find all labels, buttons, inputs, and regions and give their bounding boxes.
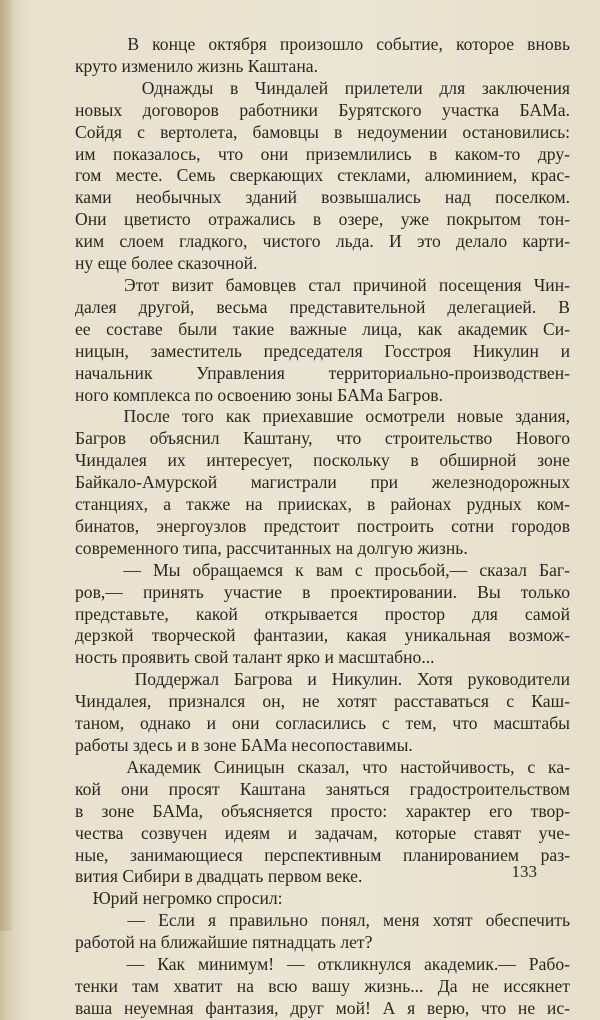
text-line: Чиндалея их интересует, поскольку в обширной зоне [75,450,570,471]
text-line: ные, занимающиеся перспективным планированием раз- [75,844,570,865]
page-number: 133 [511,862,537,881]
text-line: современного типа, рассчитанных на долгую жизнь. [75,537,468,558]
text-line: — Если я правильно понял, меня хотят обеспечить [75,910,570,931]
text-line: работой на ближайшие пятнадцать лет? [75,932,373,953]
text-line: Однажды в Чиндалей прилетели для заключения [75,77,570,98]
text-line: ками необычных зданий возвышались над поселком. [75,187,570,208]
text-line: — Мы обращаемся к вам с просьбой,— сказал Баг- [75,559,570,580]
text-line: Юрий негромко спросил: [75,888,283,909]
text-line: начальник Управления территориально-производствен- [75,362,570,383]
text-line: далея другой, весьма представительной делегацией. В [75,296,570,317]
text-line: гом месте. Семь сверкающих стеклами, алюминием, крас- [75,165,570,186]
text-line: дерзкой творческой фантазии, какая уникальная возмож- [75,625,570,646]
text-line: тенки там хватит на всю вашу жизнь... Да не иссякнет [75,975,570,996]
text-line: ного комплекса по освоению зоны БАМа Багров. [75,384,443,405]
text-line: в зоне БАМа, объясняется просто: характер его твор- [75,800,570,821]
text-line: Сойдя с вертолета, бамовцы в недоумении остановились: [75,121,570,142]
text-line: чества созвучен идеям и задачам, которые ставят уче- [75,822,570,843]
text-line: Этот визит бамовцев стал причиной посещения Чин- [75,274,570,295]
text-line: круто изменило жизнь Каштана. [75,55,318,76]
text-line: таном, однако и они согласились с тем, что масштабы [75,713,570,734]
text-line: представьте, какой открывается простор для самой [75,603,570,624]
text-line: После того как приехавшие осмотрели новые здания, [75,406,570,427]
text-line: — Как минимум! — откликнулся академик.— Рабо- [75,954,570,975]
text-line: Багров объяснил Каштану, что строительство Нового [75,428,570,449]
text-line: им показалось, что они приземлились в каком-то дру- [75,143,570,164]
text-line: ким слоем гладкого, чистого льда. И это делало карти- [75,231,570,252]
text-line: Академик Синицын сказал, что настойчивость, с ка- [75,756,570,777]
text-line: кой они просят Каштана заняться градостроительством [75,778,570,799]
text-line: ницын, заместитель председателя Госстроя Никулин и [75,340,570,361]
text-line: ее составе были такие важные лица, как академик Си- [75,318,570,339]
book-page-text [75,34,570,1020]
text-line: Они цветисто отражались в озере, уже покрытом тон- [75,209,570,230]
text-line: Поддержал Багрова и Никулин. Хотя руководители [75,669,570,690]
text-line: вития Сибири в двадцать первом веке. [75,866,363,887]
text-line: ров,— принять участие в проектировании. Вы только [75,581,570,602]
text-line: станциях, а также на приисках, в районах рудных ком- [75,494,570,515]
text-line: Чиндалея, признался он, не хотят расставаться с Каш- [75,691,570,712]
text-line: ваша неуемная фантазия, друг мой! А я верю, что не ис- [75,997,570,1018]
text-line: Байкало-Амурской магистрали при железнодорожных [75,472,570,493]
text-line: бинатов, энергоузлов предстоит построить сотни городов [75,515,570,536]
text-line: ность проявить свой талант ярко и масштабно... [75,647,435,668]
page-binding-edge [0,0,12,931]
text-line: В конце октября произошло событие, которое вновь [75,34,570,54]
text-line: ну еще более сказочной. [75,253,258,274]
text-line: новых договоров работники Бурятского участка БАМа. [75,99,570,120]
text-line: работы здесь и в зоне БАМа несопоставимы. [75,735,413,755]
